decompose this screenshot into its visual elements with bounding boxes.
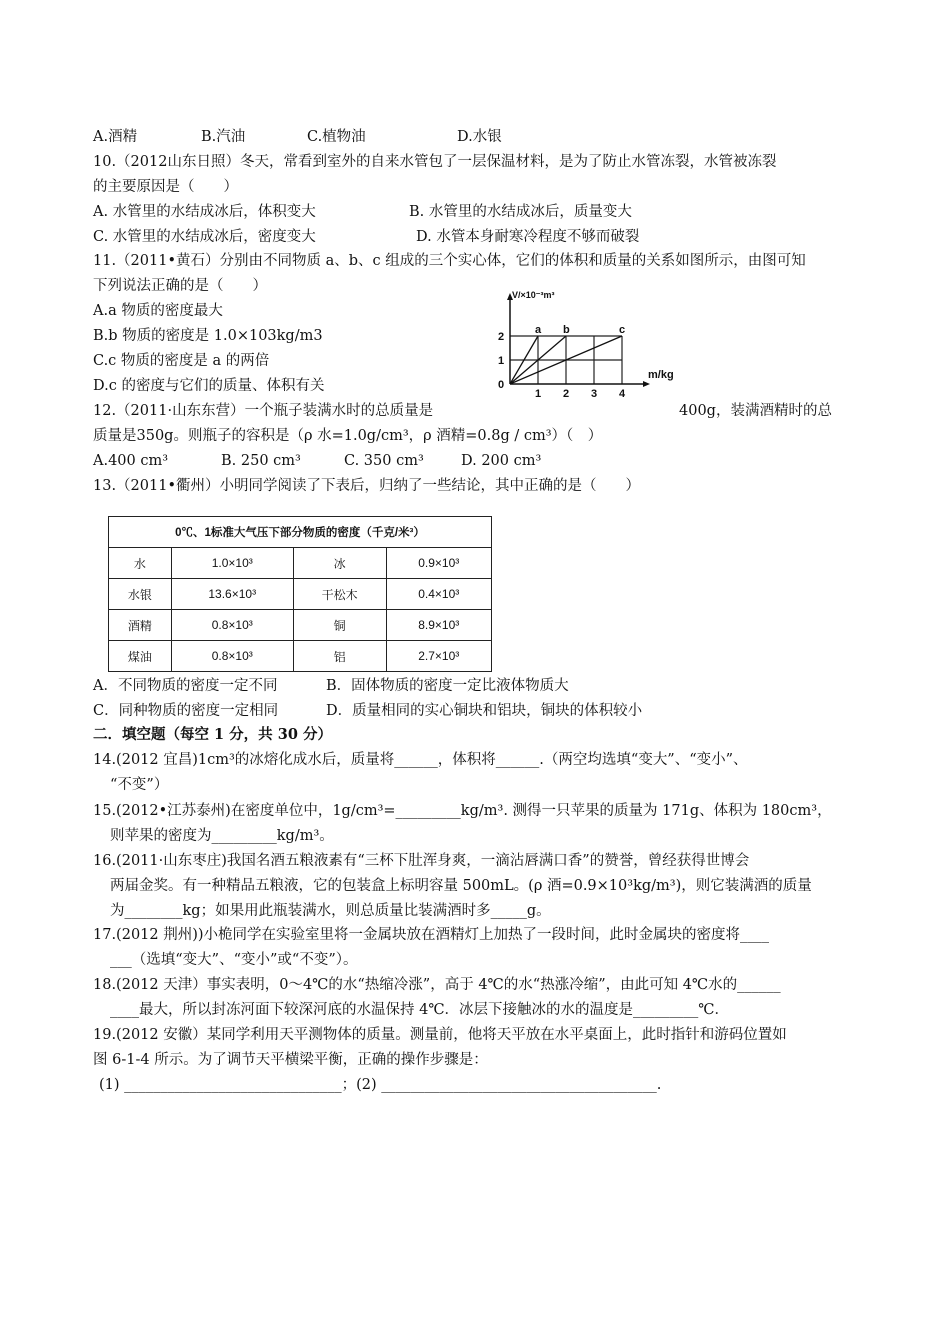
y-tick-label: 2: [498, 331, 505, 343]
q14-line2: “不变”）: [110, 777, 169, 793]
table-cell: 冰: [293, 548, 386, 579]
q13-option-b: B．固体物质的密度一定比液体物质大: [326, 678, 569, 694]
table-title: 0℃、1标准大气压下部分物质的密度（千克/米³）: [109, 517, 492, 548]
y-axis-label: V/×10⁻³m³: [512, 290, 555, 300]
q15-line1: 15.(2012•江苏泰州)在密度单位中，1g/cm³=_________kg/m³. 测得一只苹果的质量为 171g、体积为 180cm³，: [93, 803, 832, 819]
q13-option-a: A．不同物质的密度一定不同: [93, 678, 278, 694]
q10-stem-line2: 的主要原因是（ ）: [93, 179, 238, 195]
table-cell: 8.9×10³: [386, 610, 491, 641]
q17-line2: ___（选填“变大”、“变小”或“不变”）。: [110, 952, 358, 968]
q19-line2: 图 6-1-4 所示。为了调节天平横梁平衡，正确的操作步骤是：: [93, 1052, 488, 1068]
q12-option-b: B. 250 cm³: [221, 453, 301, 469]
q11-stem-line2: 下列说法正确的是（ ）: [93, 278, 267, 294]
x-tick-label: 2: [563, 388, 570, 400]
q11-option-a: A.a 物质的密度最大: [93, 303, 223, 319]
q16-line2: 两届金奖。有一种精品五粮液，它的包装盒上标明容量 500mL。(ρ 酒=0.9×10³kg/m³)，则它装满酒的质量: [110, 878, 812, 894]
q10-option-d: D. 水管本身耐寒冷程度不够而破裂: [416, 229, 640, 245]
table-row: [109, 548, 492, 579]
q13-stem: 13.（2011•衢州）小明同学阅读了下表后，归纳了一些结论，其中正确的是（ ）: [93, 478, 641, 494]
x-axis-arrow: [643, 381, 650, 387]
table-cell: 煤油: [109, 641, 172, 672]
q11-option-d: D.c 的密度与它们的质量、体积有关: [93, 378, 325, 394]
q10-option-b: B. 水管里的水结成冰后，质量变大: [409, 204, 632, 220]
q9-option-d: D.水银: [457, 129, 502, 145]
table-row: [109, 610, 492, 641]
q11-option-b: B.b 物质的密度是 1.0×103kg/m3: [93, 328, 323, 344]
y-tick-label: 1: [498, 355, 505, 367]
table-row: [109, 579, 492, 610]
q19-line3: (1) ______________________________；(2) ______________________________________.: [99, 1077, 662, 1093]
q12-stem-line1a: 12.（2011·山东东营）一个瓶子装满水时的总质量是: [93, 403, 434, 419]
q10-stem-line1: 10.（2012山东日照）冬天，常看到室外的自来水管包了一层保温材料，是为了防止水管冻裂，水管被冻裂: [93, 154, 777, 170]
q12-option-a: A.400 cm³: [93, 453, 169, 469]
table-cell: 0.4×10³: [386, 579, 491, 610]
q16-line1: 16.(2011·山东枣庄)我国名酒五粮液素有“三杯下肚浑身爽，一滴沾唇满口香”的赞誉，曾经获得世博会: [93, 853, 750, 869]
q11-stem-line1: 11.（2011•黄石）分别由不同物质 a、b、c 组成的三个实心体，它们的体积和质量的关系如图所示，由图可知: [93, 253, 806, 269]
q12-stem-line2: 质量是350g。则瓶子的容积是（ρ 水=1.0g/cm³，ρ 酒精=0.8g / cm³）（ ）: [93, 428, 603, 444]
q9-option-a: A.酒精: [93, 129, 138, 145]
x-axis-label: m/kg: [648, 369, 674, 381]
volume-mass-chart: [478, 288, 688, 403]
x-tick-label: 4: [619, 388, 626, 400]
density-table: [108, 516, 492, 672]
series-label-a: a: [535, 324, 542, 336]
q19-line1: 19.(2012 安徽）某同学利用天平测物体的质量。测量前，他将天平放在水平桌面上，此时指针和游码位置如: [93, 1027, 787, 1043]
q17-line1: 17.(2012 荆州))小桅同学在实验室里将一金属块放在酒精灯上加热了一段时间，此时金属块的密度将____: [93, 927, 770, 943]
q9-option-b: B.汽油: [201, 129, 246, 145]
series-label-b: b: [563, 324, 570, 336]
q10-option-a: A. 水管里的水结成冰后，体积变大: [93, 204, 316, 220]
origin-label: 0: [498, 379, 505, 391]
table-cell: 0.8×10³: [171, 641, 293, 672]
section-heading: 二．填空题（每空 1 分，共 30 分）: [93, 726, 332, 743]
q13-option-c: C．同种物质的密度一定相同: [93, 703, 279, 719]
q12-stem-line1b: 400g，装满酒精时的总: [679, 403, 832, 419]
series-label-c: c: [619, 324, 626, 336]
chart-grid: [507, 293, 650, 387]
q18-line1: 18.(2012 天津）事实表明，0～4℃的水“热缩冷涨”，高于 4℃的水“热涨冷缩”，由此可知 4℃水的______: [93, 977, 781, 993]
table-cell: 干松木: [293, 579, 386, 610]
table-cell: 铜: [293, 610, 386, 641]
q14-line1: 14.(2012 宜昌)1cm³的冰熔化成水后，质量将______，体积将______.（两空均选填“变大”、“变小”、: [93, 752, 748, 768]
q11-option-c: C.c 物质的密度是 a 的两倍: [93, 353, 270, 369]
table-cell: 酒精: [109, 610, 172, 641]
q16-line3: 为________kg；如果用此瓶装满水，则总质量比装满酒时多_____g。: [110, 903, 551, 919]
table-row: [109, 641, 492, 672]
table-cell: 2.7×10³: [386, 641, 491, 672]
q15-line2: 则苹果的密度为_________kg/m³。: [110, 828, 334, 844]
q12-option-c: C. 350 cm³: [344, 453, 424, 469]
x-tick-label: 3: [591, 388, 598, 400]
table-cell: 水银: [109, 579, 172, 610]
q10-option-c: C. 水管里的水结成冰后，密度变大: [93, 229, 316, 245]
x-tick-label: 1: [535, 388, 542, 400]
q12-option-d: D. 200 cm³: [461, 453, 542, 469]
table-cell: 0.8×10³: [171, 610, 293, 641]
table-cell: 水: [109, 548, 172, 579]
table-cell: 1.0×10³: [171, 548, 293, 579]
table-cell: 铝: [293, 641, 386, 672]
q13-option-d: D．质量相同的实心铜块和铝块，铜块的体积较小: [326, 703, 643, 719]
q18-line2: ____最大，所以封冻河面下较深河底的水温保持 4℃．冰层下接触冰的水的温度是_________℃．: [110, 1002, 730, 1018]
table-cell: 0.9×10³: [386, 548, 491, 579]
q9-option-c: C.植物油: [307, 129, 366, 145]
table-cell: 13.6×10³: [171, 579, 293, 610]
